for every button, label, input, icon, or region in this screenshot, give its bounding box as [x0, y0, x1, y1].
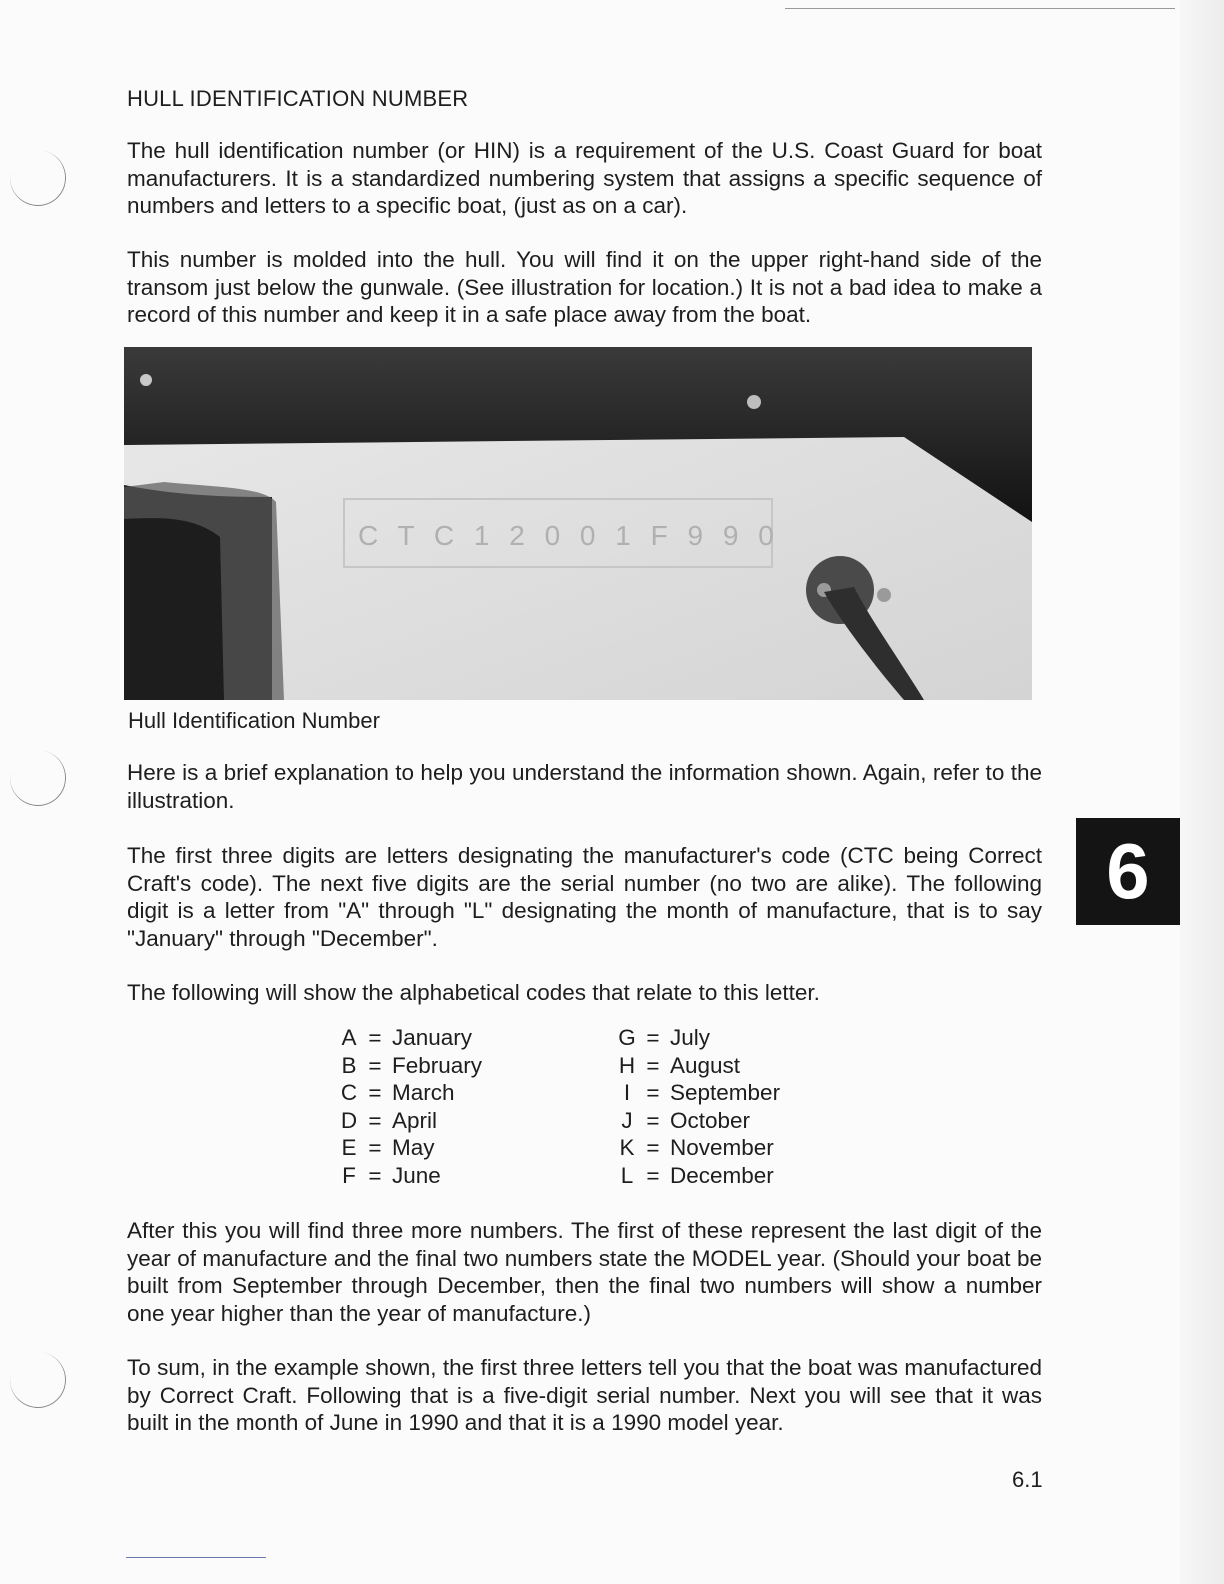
- hin-photo-illustration: [124, 347, 1032, 700]
- hin-photo: [124, 347, 1032, 700]
- month-code-row: E = May: [341, 1135, 435, 1160]
- bottom-rule: [126, 1557, 266, 1558]
- photo-caption: Hull Identification Number: [128, 708, 380, 733]
- month-code-row: C = March: [340, 1080, 455, 1105]
- rail-screw-right: [747, 395, 761, 409]
- page-title: HULL IDENTIFICATION NUMBER: [127, 86, 469, 111]
- binder-hole-middle: [6, 746, 71, 811]
- month-code-row: L = December: [620, 1162, 774, 1188]
- codes-intro-paragraph: The following will show the alphabetical codes that relate to this letter.: [127, 980, 820, 1005]
- month-codes-left-column: [340, 1024, 590, 1189]
- month-code-row: D = April: [340, 1107, 438, 1133]
- month-code-row: J = October: [621, 1107, 751, 1133]
- binder-hole-top: [6, 146, 71, 211]
- month-code-row: G = July: [618, 1025, 711, 1050]
- page-edge-shadow: [1180, 0, 1224, 1584]
- month-code-row: B = February: [341, 1052, 483, 1078]
- top-rule: [785, 8, 1175, 9]
- month-code-row: H = August: [618, 1052, 741, 1078]
- location-paragraph: This number is molded into the hull. You will find it on the upper right-hand side of the transom just below the gunwale. (See illustration for location.) It is not a bad idea to make a record of this number and keep it in a safe place away from the boat.: [127, 247, 1042, 327]
- section-tab: [1076, 818, 1180, 925]
- page-number: 6.1: [1012, 1467, 1043, 1492]
- month-codes-right-column: [618, 1024, 878, 1189]
- rail-screw-left: [140, 374, 152, 386]
- section-tab-number: 6: [1106, 827, 1150, 915]
- year-digits-paragraph: After this you will find three more numbers. The first of these represent the last digit of the year of manufacture and the final two numbers state the MODEL year. (Should your boat be built from September through December, then the final two numbers will show a number one year higher than the year of manufacture.): [127, 1218, 1042, 1326]
- explanation-paragraph: Here is a brief explanation to help you understand the information shown. Again, refer to the illustration.: [127, 760, 1042, 813]
- hin-plate-text: C T C 1 2 0 0 1 F 9 9 0: [358, 520, 780, 551]
- month-code-row: I = September: [623, 1080, 781, 1105]
- binder-hole-bottom: [6, 1348, 71, 1413]
- digits-paragraph: The first three digits are letters designating the manufacturer's code (CTC being Correct Craft's code). The next five digits are the serial number (no two are alike). The following digit is a letter from "A" through "L" designating the month of manufacture, that is to say "January" through "December".: [127, 843, 1042, 951]
- intro-paragraph: The hull identification number (or HIN) is a requirement of the U.S. Coast Guard for boat manufacturers. It is a standardized numbering system that assigns a specific sequence of numbers and letters to a specific boat, (just as on a car).: [127, 138, 1042, 218]
- month-code-row: A = January: [341, 1025, 473, 1050]
- fitting-screw-right: [877, 588, 891, 602]
- summary-paragraph: To sum, in the example shown, the first three letters tell you that the boat was manufactured by Correct Craft. Following that is a five-digit serial number. Next you will see that it was built in the month of June in 1990 and that it is a 1990 model year.: [127, 1355, 1042, 1435]
- month-code-row: K = November: [619, 1135, 774, 1160]
- month-code-row: F = June: [342, 1162, 441, 1188]
